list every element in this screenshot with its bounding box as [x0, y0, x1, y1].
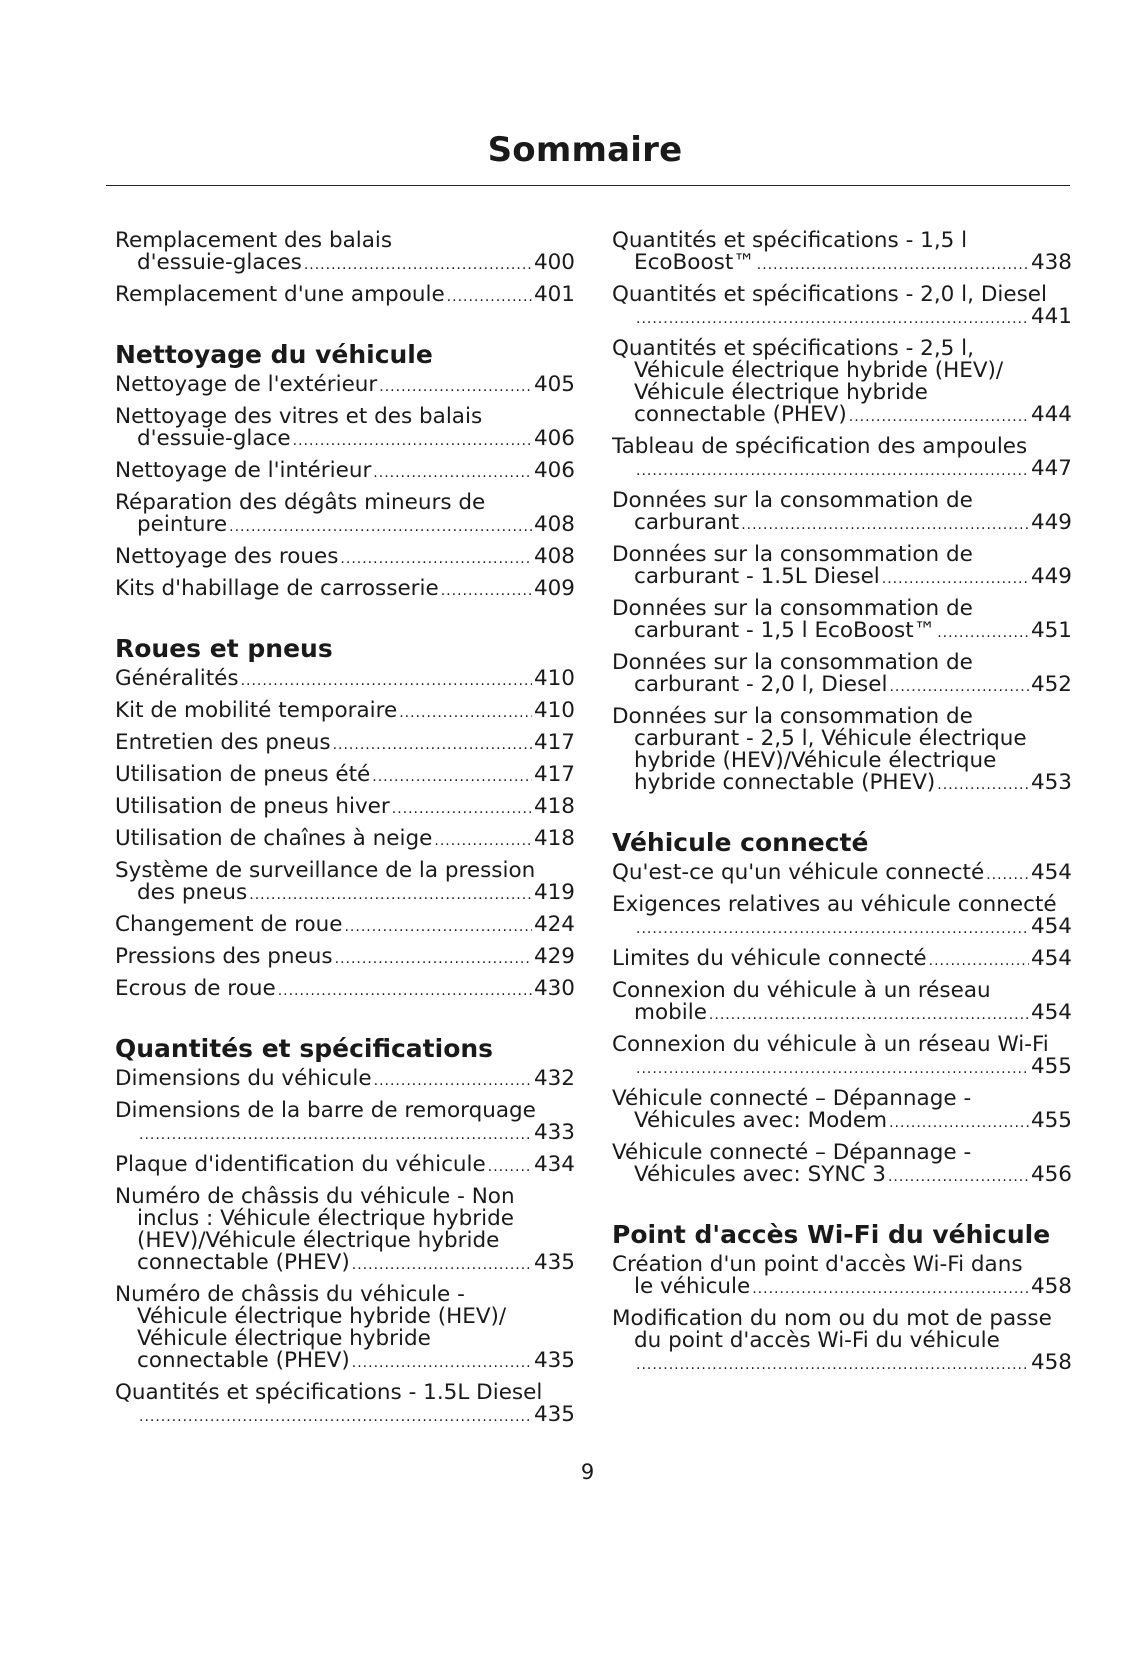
dot-leader	[849, 406, 1029, 428]
toc-page-number: 454	[1030, 946, 1072, 971]
dot-leader	[888, 1166, 1029, 1188]
toc-entry-text: des pneus	[137, 880, 248, 905]
toc-entry-text: carburant - 2,5 l, Véhicule électrique	[634, 726, 1027, 751]
toc-entry[interactable]	[612, 230, 1072, 276]
toc-page-number: 441	[1030, 304, 1072, 329]
page-title: Sommaire	[487, 130, 683, 170]
toc-entry[interactable]	[115, 230, 575, 276]
toc-page-number: 455	[1030, 1108, 1072, 1133]
toc-entry-text: Pressions des pneus	[115, 944, 333, 969]
toc-entry-text: Entretien des pneus	[115, 730, 331, 755]
toc-entry-text: carburant - 1.5L Diesel	[634, 564, 880, 589]
toc-page-number: 458	[1030, 1350, 1072, 1375]
dot-leader	[889, 1112, 1029, 1134]
toc-entry-text: Connexion du véhicule à un réseau Wi-Fi	[612, 1032, 1049, 1057]
dot-leader	[249, 884, 532, 906]
toc-entry-text: connectable (PHEV)	[137, 1250, 350, 1275]
dot-leader	[374, 1070, 532, 1092]
dot-leader	[139, 1124, 532, 1146]
toc-entry-text: Utilisation de chaînes à neige	[115, 826, 433, 851]
toc-entry-text: Tableau de spécification des ampoules	[612, 434, 1028, 459]
toc-entry-text: Changement de roue	[115, 912, 343, 937]
section-heading: Véhicule connecté	[612, 828, 869, 857]
toc-entry-text: Généralités	[115, 666, 239, 691]
toc-entry[interactable]	[115, 914, 575, 938]
toc-entry-text: Dimensions de la barre de remorquage	[115, 1098, 536, 1123]
toc-entry[interactable]	[612, 436, 1072, 482]
toc-left-column	[115, 230, 575, 1436]
dot-leader	[889, 676, 1029, 698]
toc-entry-text: Véhicule connecté – Dépannage -	[612, 1140, 972, 1165]
toc-page-number: 449	[1030, 510, 1072, 535]
toc-page-number: 456	[1030, 1162, 1072, 1187]
dot-leader	[986, 864, 1029, 886]
toc-entry-text: Connexion du véhicule à un réseau	[612, 978, 991, 1003]
dot-leader	[241, 670, 532, 692]
toc-page-number: 447	[1030, 456, 1072, 481]
section-heading: Nettoyage du véhicule	[115, 340, 433, 369]
toc-page-number: 401	[533, 282, 575, 307]
dot-leader	[335, 948, 532, 970]
toc-entry[interactable]	[612, 980, 1072, 1026]
toc-entry-text: Véhicule électrique hybride	[634, 380, 928, 405]
toc-entry-text: Véhicules avec: SYNC 3	[634, 1162, 886, 1187]
toc-page-number: 418	[533, 794, 575, 819]
toc-entry[interactable]	[115, 1068, 575, 1092]
dot-leader	[937, 622, 1029, 644]
toc-entry[interactable]	[612, 1034, 1072, 1080]
dot-leader	[636, 1354, 1029, 1376]
section-heading: Quantités et spécifications	[115, 1034, 494, 1063]
dot-leader	[399, 702, 532, 724]
toc-page-number: 430	[533, 976, 575, 1001]
toc-entry[interactable]	[115, 1100, 575, 1146]
toc-entry-text: Quantités et spécifications - 2,5 l,	[612, 336, 974, 361]
dot-leader	[229, 516, 532, 538]
toc-entry-text: Réparation des dégâts mineurs de	[115, 490, 486, 515]
toc-entry[interactable]	[612, 706, 1072, 796]
toc-entry[interactable]	[612, 652, 1072, 698]
title-divider	[106, 185, 1070, 186]
toc-entry-text: Véhicule électrique hybride (HEV)/	[634, 358, 1004, 383]
toc-page-number: 449	[1030, 564, 1072, 589]
toc-entry-text: hybride connectable (PHEV)	[634, 770, 936, 795]
toc-page-number: 438	[1030, 250, 1072, 275]
toc-page-number: 433	[533, 1120, 575, 1145]
toc-entry-text: d'essuie-glace	[137, 426, 291, 451]
toc-entry[interactable]	[115, 1284, 575, 1374]
dot-leader	[352, 1352, 532, 1374]
toc-entry-text: Remplacement d'une ampoule	[115, 282, 445, 307]
dot-leader	[636, 308, 1029, 330]
toc-page-number: 432	[533, 1066, 575, 1091]
toc-page-number: 418	[533, 826, 575, 851]
dot-leader	[441, 580, 532, 602]
dot-leader	[752, 1278, 1029, 1300]
toc-entry-text: Kits d'habillage de carrosserie	[115, 576, 439, 601]
toc-page-number: 409	[533, 576, 575, 601]
toc-entry-text: Nettoyage de l'intérieur	[115, 458, 372, 483]
toc-entry-text: Données sur la consommation de	[612, 488, 973, 513]
toc-entry[interactable]	[115, 578, 575, 602]
toc-entry-text: carburant - 2,0 l, Diesel	[634, 672, 888, 697]
toc-entry-text: peinture	[137, 512, 228, 537]
toc-entry[interactable]	[612, 948, 1072, 972]
dot-leader	[937, 774, 1029, 796]
toc-page-number: 454	[1030, 860, 1072, 885]
toc-entry[interactable]	[115, 1186, 575, 1276]
toc-entry[interactable]	[612, 598, 1072, 644]
toc-entry-text: Données sur la consommation de	[612, 542, 973, 567]
toc-entry[interactable]	[115, 946, 575, 970]
toc-entry[interactable]	[115, 700, 575, 724]
dot-leader	[636, 918, 1029, 940]
dot-leader	[139, 1406, 532, 1428]
toc-entry-text: Numéro de châssis du véhicule - Non	[115, 1184, 515, 1209]
toc-entry-text: carburant	[634, 510, 740, 535]
toc-entry-text: Plaque d'identification du véhicule	[115, 1152, 486, 1177]
toc-page-number: 434	[533, 1152, 575, 1177]
toc-entry[interactable]	[115, 284, 575, 308]
toc-entry[interactable]	[115, 668, 575, 692]
toc-page-number: 405	[533, 372, 575, 397]
toc-entry-text: Données sur la consommation de	[612, 650, 973, 675]
toc-entry-text: mobile	[634, 1000, 707, 1025]
toc-page-number: 458	[1030, 1274, 1072, 1299]
toc-entry[interactable]	[115, 546, 575, 570]
toc-entry-text: hybride (HEV)/Véhicule électrique	[634, 748, 997, 773]
toc-page-number: 406	[533, 426, 575, 451]
toc-entry-text: du point d'accès Wi-Fi du véhicule	[634, 1328, 1000, 1353]
toc-entry-text: Véhicule électrique hybride (HEV)/	[137, 1304, 507, 1329]
toc-entry[interactable]	[115, 828, 575, 852]
dot-leader	[333, 734, 532, 756]
toc-entry[interactable]	[115, 978, 575, 1002]
toc-entry-text: (HEV)/Véhicule électrique hybride	[137, 1228, 500, 1253]
toc-entry-text: Remplacement des balais	[115, 228, 393, 253]
dot-leader	[344, 916, 531, 938]
toc-entry[interactable]	[115, 406, 575, 452]
toc-entry-text: Véhicule connecté – Dépannage -	[612, 1086, 972, 1111]
toc-entry-text: Véhicules avec: Modem	[634, 1108, 888, 1133]
dot-leader	[434, 830, 532, 852]
dot-leader	[379, 376, 532, 398]
toc-entry-text: Dimensions du véhicule	[115, 1066, 372, 1091]
toc-entry-text: Nettoyage des roues	[115, 544, 339, 569]
toc-entry[interactable]	[612, 490, 1072, 536]
toc-page-number: 435	[533, 1250, 575, 1275]
toc-page-number: 417	[533, 730, 575, 755]
toc-entry-text: le véhicule	[634, 1274, 751, 1299]
toc-entry[interactable]	[115, 764, 575, 788]
dot-leader	[741, 514, 1029, 536]
toc-entry-text: connectable (PHEV)	[634, 402, 847, 427]
toc-entry-text: Utilisation de pneus été	[115, 762, 371, 787]
toc-entry-text: Création d'un point d'accès Wi-Fi dans	[612, 1252, 1023, 1277]
toc-page-number: 444	[1030, 402, 1072, 427]
dot-leader	[293, 430, 532, 452]
dot-leader	[278, 980, 532, 1002]
dot-leader	[709, 1004, 1029, 1026]
toc-entry-text: Quantités et spécifications - 1,5 l	[612, 228, 968, 253]
dot-leader	[488, 1156, 532, 1178]
toc-entry-text: Quantités et spécifications - 2,0 l, Diesel	[612, 282, 1047, 307]
toc-entry[interactable]	[115, 1382, 575, 1428]
toc-page-number: 424	[533, 912, 575, 937]
toc-entry-text: Modification du nom ou du mot de passe	[612, 1306, 1052, 1331]
toc-entry[interactable]	[612, 862, 1072, 886]
toc-entry[interactable]	[115, 460, 575, 484]
toc-page-number: 452	[1030, 672, 1072, 697]
dot-leader	[340, 548, 532, 570]
toc-page-number: 400	[533, 250, 575, 275]
toc-entry-text: EcoBoost™	[634, 250, 755, 275]
toc-entry[interactable]	[115, 492, 575, 538]
toc-page-number: 406	[533, 458, 575, 483]
toc-entry-text: Données sur la consommation de	[612, 596, 973, 621]
toc-entry-text: Nettoyage des vitres et des balais	[115, 404, 483, 429]
toc-entry-text: Kit de mobilité temporaire	[115, 698, 398, 723]
toc-entry[interactable]	[612, 284, 1072, 330]
dot-leader	[373, 462, 532, 484]
toc-entry-text: Nettoyage de l'extérieur	[115, 372, 378, 397]
section-heading: Point d'accès Wi-Fi du véhicule	[612, 1220, 1051, 1249]
section-heading: Roues et pneus	[115, 634, 333, 663]
dot-leader	[392, 798, 532, 820]
dot-leader	[882, 568, 1029, 590]
toc-entry[interactable]	[115, 374, 575, 398]
toc-entry[interactable]	[612, 338, 1072, 428]
toc-entry-text: carburant - 1,5 l EcoBoost™	[634, 618, 936, 643]
dot-leader	[929, 950, 1029, 972]
toc-entry-text: Utilisation de pneus hiver	[115, 794, 390, 819]
toc-page-number: 454	[1030, 1000, 1072, 1025]
toc-page-number: 435	[533, 1402, 575, 1427]
toc-page-number: 419	[533, 880, 575, 905]
toc-entry[interactable]	[612, 894, 1072, 940]
toc-entry-text: Limites du véhicule connecté	[612, 946, 927, 971]
toc-entry-text: connectable (PHEV)	[137, 1348, 350, 1373]
toc-entry-text: Véhicule électrique hybride	[137, 1326, 431, 1351]
toc-entry[interactable]	[612, 1142, 1072, 1188]
toc-entry-text: Système de surveillance de la pression	[115, 858, 536, 883]
dot-leader	[757, 254, 1029, 276]
toc-page-number: 455	[1030, 1054, 1072, 1079]
toc-page-number: 408	[533, 544, 575, 569]
toc-page-number: 417	[533, 762, 575, 787]
toc-page-number: 454	[1030, 914, 1072, 939]
toc-entry[interactable]	[612, 544, 1072, 590]
page-number: 9	[580, 1460, 595, 1484]
dot-leader	[447, 286, 532, 308]
toc-entry-text: Exigences relatives au véhicule connecté	[612, 892, 1057, 917]
toc-entry[interactable]	[115, 1154, 575, 1178]
toc-page-number: 435	[533, 1348, 575, 1373]
toc-entry[interactable]	[612, 1308, 1072, 1376]
dot-leader	[372, 766, 532, 788]
dot-leader	[304, 254, 532, 276]
dot-leader	[352, 1254, 532, 1276]
toc-entry-text: Quantités et spécifications - 1.5L Diesel	[115, 1380, 543, 1405]
toc-entry[interactable]	[115, 796, 575, 820]
toc-entry[interactable]	[115, 860, 575, 906]
toc-entry[interactable]	[115, 732, 575, 756]
toc-entry[interactable]	[612, 1254, 1072, 1300]
toc-page-number: 451	[1030, 618, 1072, 643]
toc-entry-text: Qu'est-ce qu'un véhicule connecté	[612, 860, 985, 885]
toc-page-number: 408	[533, 512, 575, 537]
toc-right-column	[612, 230, 1072, 1384]
toc-entry-text: inclus : Véhicule électrique hybride	[137, 1206, 514, 1231]
toc-page-number: 429	[533, 944, 575, 969]
toc-entry-text: Numéro de châssis du véhicule -	[115, 1282, 465, 1307]
dot-leader	[636, 460, 1029, 482]
toc-page-number: 410	[533, 666, 575, 691]
dot-leader	[636, 1058, 1029, 1080]
toc-page-number: 410	[533, 698, 575, 723]
toc-entry-text: Données sur la consommation de	[612, 704, 973, 729]
toc-entry[interactable]	[612, 1088, 1072, 1134]
toc-entry-text: d'essuie-glaces	[137, 250, 302, 275]
toc-entry-text: Ecrous de roue	[115, 976, 276, 1001]
toc-page-number: 453	[1030, 770, 1072, 795]
